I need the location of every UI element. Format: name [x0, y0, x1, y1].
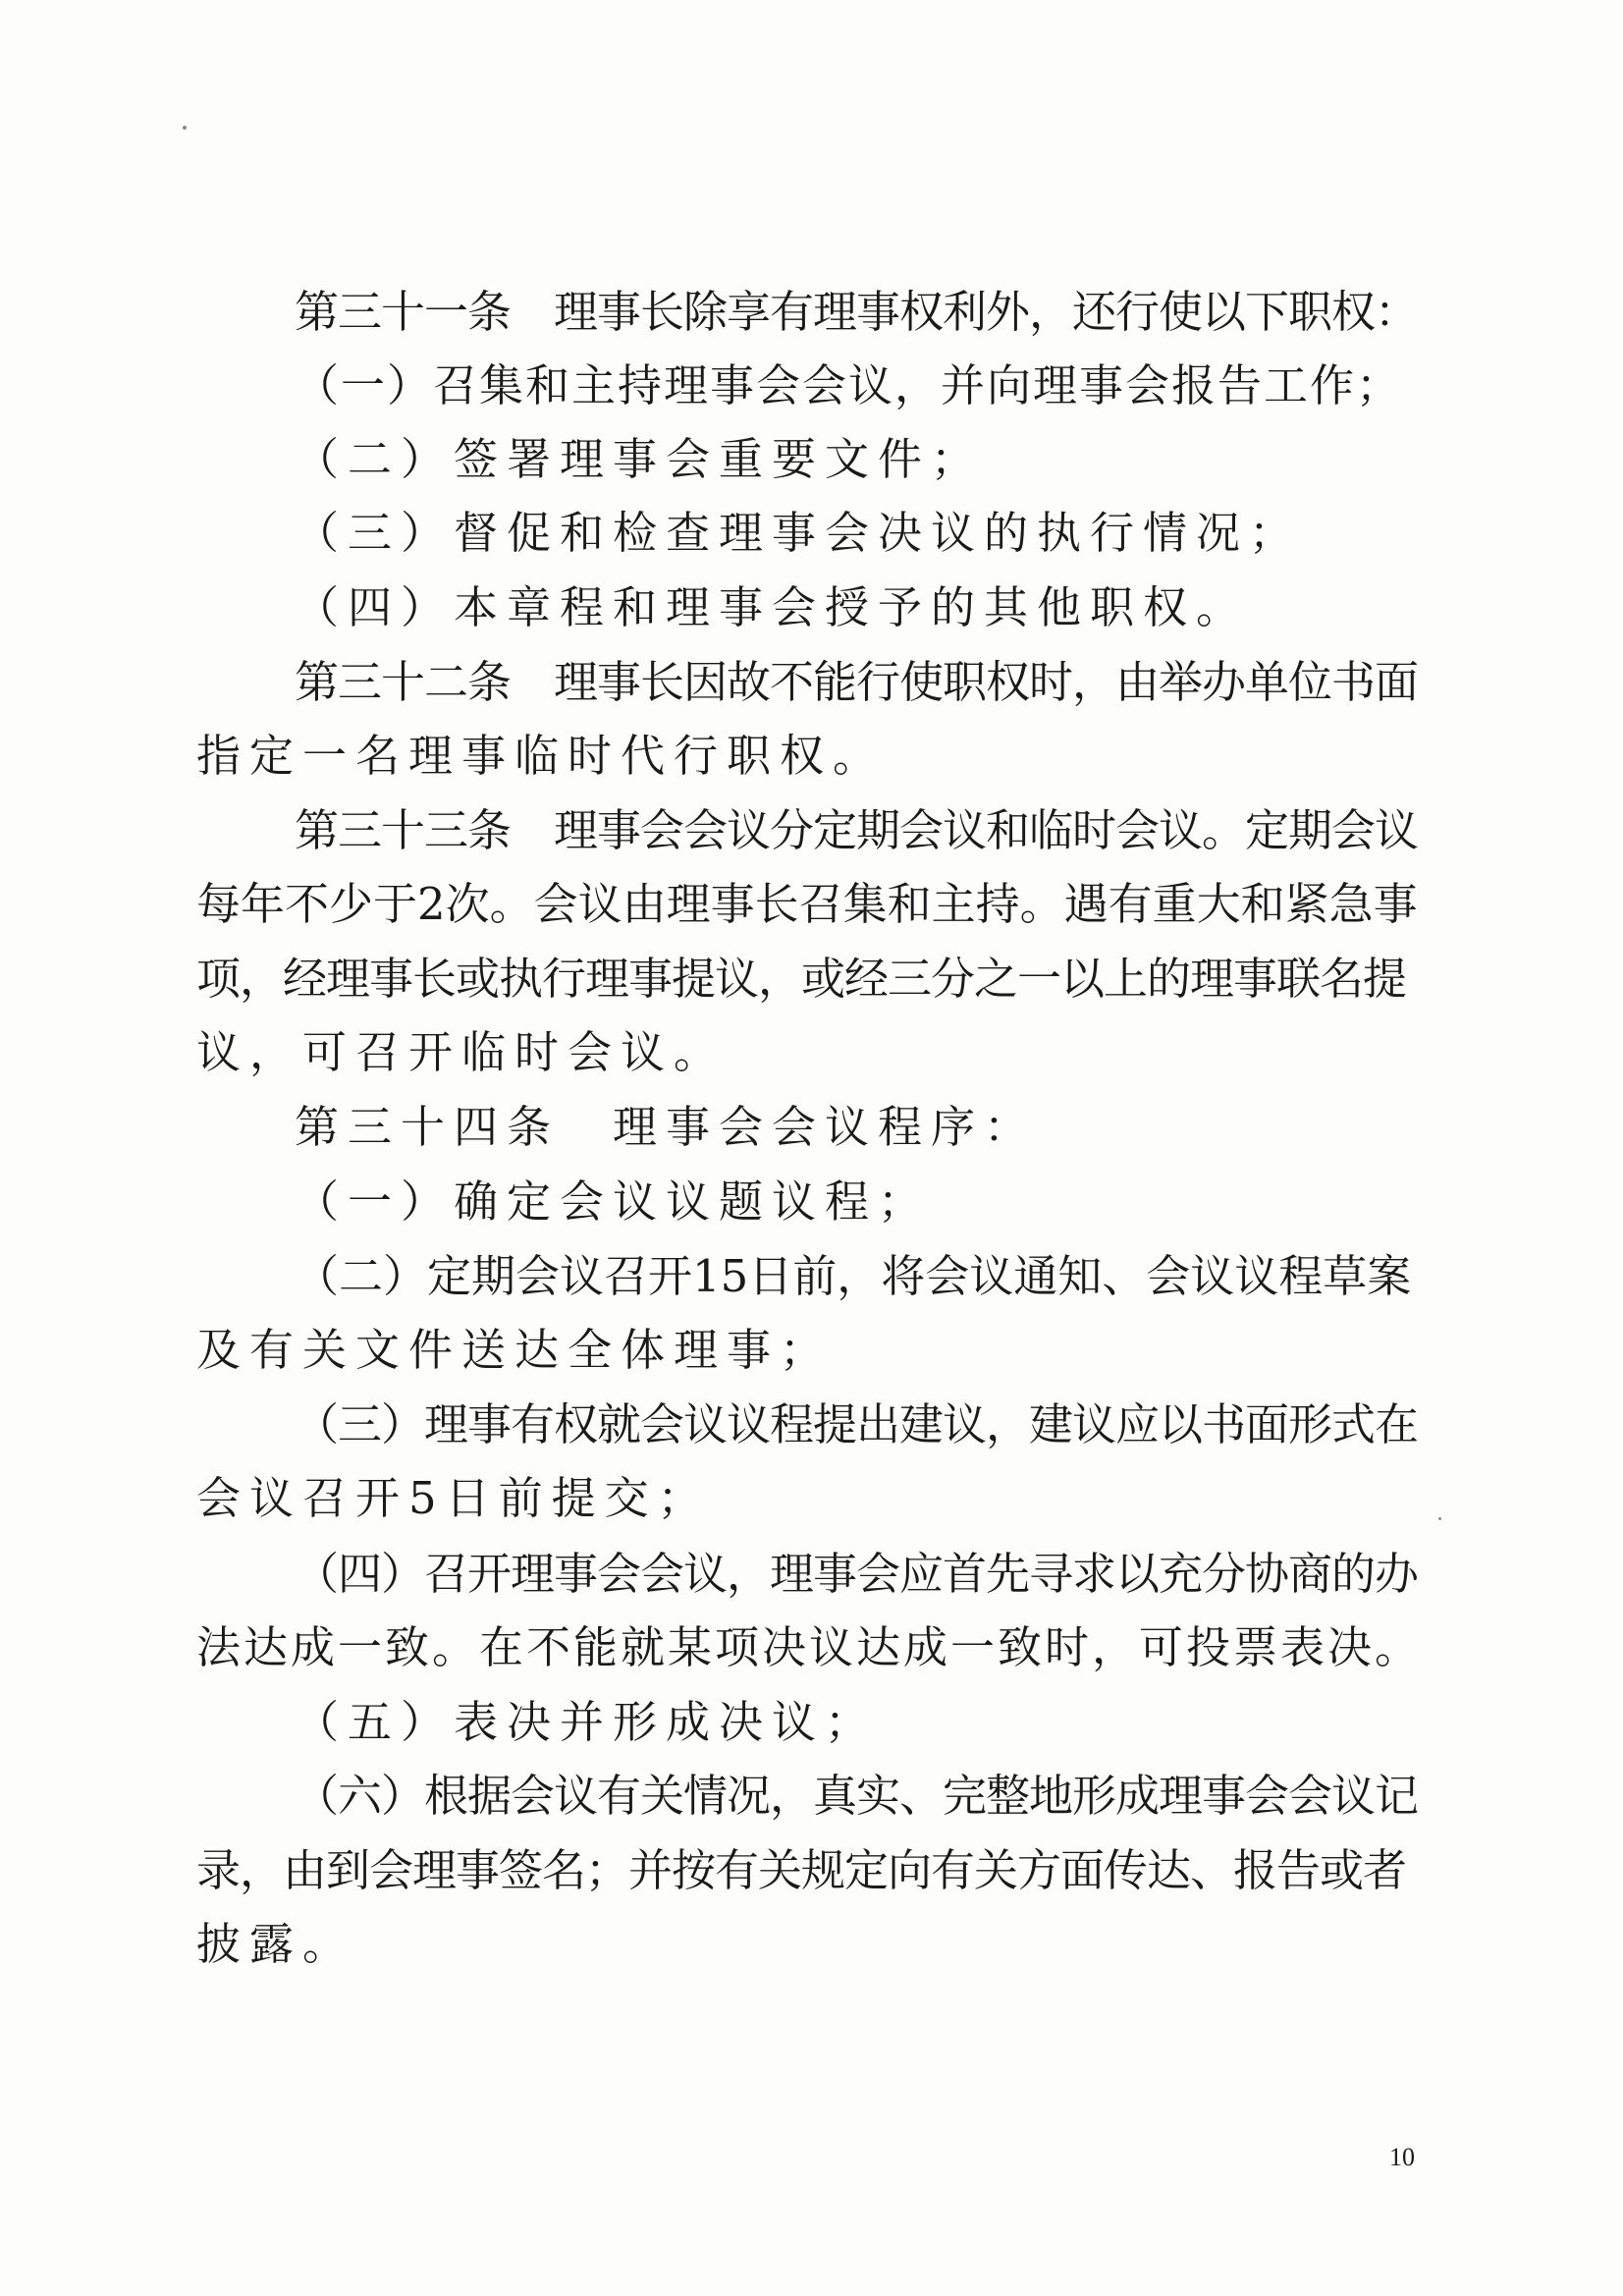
- article-34-item-6-line-3: 披露。: [196, 1918, 356, 1970]
- article-32-line-2: 指定一名理事临时代行职权。: [196, 730, 887, 782]
- article-34-item-1: （一）确定会议议题议程；: [295, 1175, 932, 1228]
- article-31-heading: 第三十一条 理事长除享有理事权利外，还行使以下职权：: [295, 286, 1419, 338]
- article-34-item-3-line-1: （三）理事有权就会议议程提出建议，建议应以书面形式在: [295, 1398, 1419, 1450]
- article-32-line-1: 第三十二条 理事长因故不能行使职权时，由举办单位书面: [295, 656, 1419, 708]
- article-34-item-2-line-1: （二）定期会议召开15日前，将会议通知、会议议程草案: [295, 1250, 1412, 1302]
- article-34-heading: 第三十四条 理事会会议程序：: [295, 1101, 1038, 1153]
- article-31-item-3: （三）督促和检查理事会决议的执行情况；: [295, 507, 1303, 559]
- article-31-item-2: （二）签署理事会重要文件；: [295, 433, 985, 485]
- article-33-line-3: 项，经理事长或执行理事提议，或经三分之一以上的理事联名提: [196, 953, 1407, 1005]
- page-number: 10: [1389, 2143, 1415, 2171]
- article-33-line-1: 第三十三条 理事会会议分定期会议和临时会议。定期会议: [295, 804, 1419, 856]
- article-34-item-6-line-2: 录，由到会理事签名；并按有关规定向有关方面传达、报告或者: [196, 1844, 1407, 1896]
- article-34-item-2-line-2: 及有关文件送达全体理事；: [196, 1324, 834, 1376]
- scan-speck: [183, 126, 187, 130]
- article-34-item-3-line-2: 会议召开5日前提交；: [196, 1472, 711, 1524]
- article-31-item-1: （一）召集和主持理事会会议，并向理事会报告工作；: [295, 359, 1403, 411]
- article-34-item-5: （五）表决并形成决议；: [295, 1696, 879, 1748]
- article-33-line-2: 每年不少于2次。会议由理事长召集和主持。遇有重大和紧急事: [196, 878, 1418, 930]
- article-31-item-4: （四）本章程和理事会授予的其他职权。: [295, 581, 1250, 633]
- scan-speck: [1438, 1517, 1441, 1520]
- article-33-line-4: 议，可召开临时会议。: [196, 1026, 728, 1078]
- article-34-item-4-line-1: （四）召开理事会会议，理事会应首先寻求以充分协商的办: [295, 1548, 1419, 1600]
- article-34-item-4-line-2: 法达成一致。在不能就某项决议达成一致时，可投票表决。: [196, 1621, 1423, 1673]
- article-34-item-6-line-1: （六）根据会议有关情况，真实、完整地形成理事会会议记: [295, 1770, 1419, 1822]
